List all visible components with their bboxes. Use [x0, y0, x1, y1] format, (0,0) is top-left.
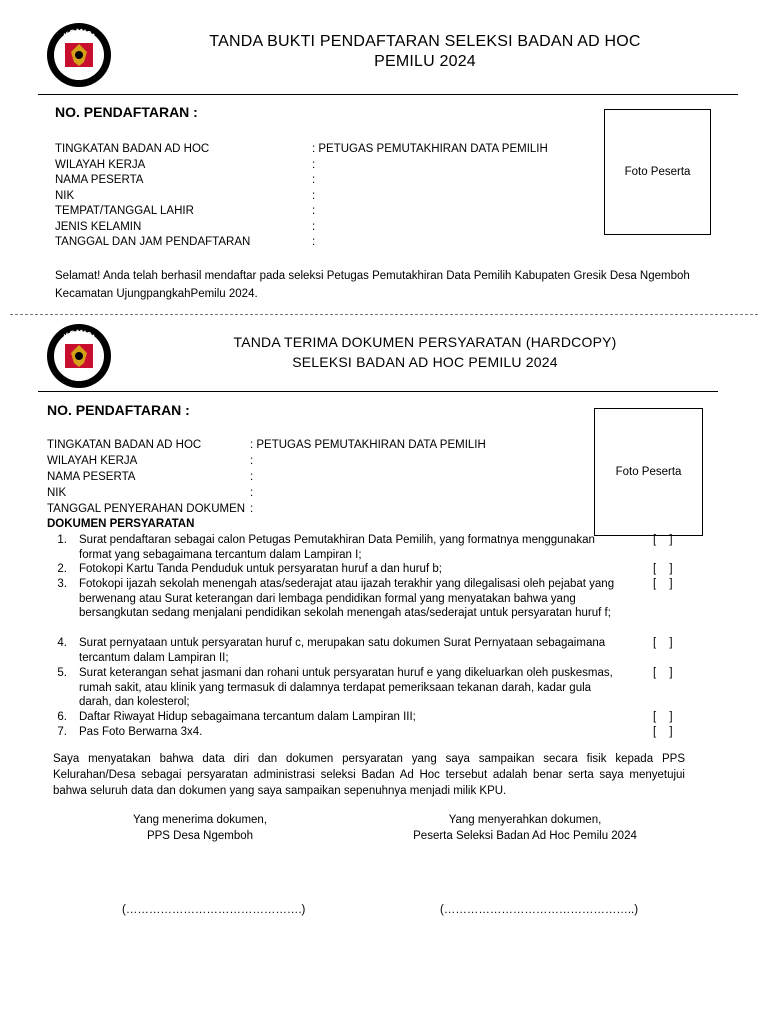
document-list	[45, 533, 725, 743]
item-number: 3.	[57, 578, 67, 590]
field-value: :	[312, 158, 316, 171]
field-row	[55, 189, 595, 205]
field-value: :	[312, 236, 316, 248]
list-item	[45, 710, 725, 725]
svg-text:PEMILIHAN UMUM: PEMILIHAN UMUM	[55, 62, 103, 83]
documents-heading: DOKUMEN PERSYARATAN	[47, 518, 195, 530]
photo-box	[594, 408, 703, 536]
field-value: : PETUGAS PEMUTAKHIRAN DATA PEMILIH	[312, 143, 548, 155]
field-row	[55, 220, 595, 236]
item-number: 5.	[57, 667, 67, 679]
photo-box	[604, 109, 711, 235]
list-item	[45, 577, 725, 635]
field-row	[47, 454, 587, 470]
svg-text:KOMISI: KOMISI	[62, 27, 96, 41]
list-item	[45, 636, 725, 665]
participant-info	[47, 438, 587, 518]
title-line-1: TANDA TERIMA DOKUMEN PERSYARATAN (HARDCOPY)	[233, 334, 617, 350]
svg-text:KOMISI: KOMISI	[62, 328, 96, 342]
item-text: Daftar Riwayat Hidup sebagaimana tercantum dalam Lampiran III;	[79, 711, 416, 723]
checkbox[interactable]: [ ]	[653, 667, 673, 679]
receiver-signature-line: (……………………………………….)	[122, 904, 306, 916]
field-row	[55, 158, 595, 174]
participant-info	[55, 142, 595, 251]
field-label: TANGGAL PENYERAHAN DOKUMEN	[47, 503, 246, 515]
title-line-2: SELEKSI BADAN AD HOC PEMILU 2024	[292, 354, 558, 370]
field-label: NAMA PESERTA	[55, 174, 144, 186]
kpu-logo	[46, 323, 112, 389]
item-number: 4.	[57, 637, 67, 649]
item-text: Fotokopi ijazah sekolah menengah atas/sederajat atau ijazah terakhir yang dilegalisasi oleh pejabat yang berwenang atau Surat keterangan dari lembaga pendidikan formal yang menyatakan bahwa yang bersangkutan sedang menjalani pendidikan sekolah menengah atas/sederajat untuk persyaratan huruf f;	[79, 578, 615, 619]
item-number: 7.	[57, 726, 67, 738]
list-item	[45, 562, 725, 577]
statement-paragraph: Saya menyatakan bahwa data diri dan dokumen persyaratan yang saya sampaikan secara fisik kepada PPS Kelurahan/Desa sebagai persyaratan administrasi seleksi Badan Ad Hoc tersebut adalah benar serta saya menyetujui bahwa seluruh data dan dokumen yang saya sampaikan sepenuhnya menjadi milik KPU.	[53, 753, 685, 797]
field-row	[55, 235, 595, 251]
checkbox[interactable]: [ ]	[653, 711, 673, 723]
item-number: 2.	[57, 563, 67, 575]
receiver-org: PPS Desa Ngemboh	[146, 830, 254, 842]
field-label: WILAYAH KERJA	[47, 455, 138, 467]
field-label: TANGGAL DAN JAM PENDAFTARAN	[55, 236, 251, 248]
item-text: Surat keterangan sehat jasmani dan rohani untuk persyaratan huruf e yang dikeluarkan oleh puskesmas, rumah sakit, atau klinik yang termasuk di dalamnya terdapat pemeriksaan tekanan darah, kadar gula darah, dan kolesterol;	[79, 667, 613, 708]
field-row	[47, 470, 587, 486]
checkbox[interactable]: [ ]	[653, 726, 673, 738]
header-rule	[38, 94, 738, 95]
registration-number-label: NO. PENDAFTARAN :	[55, 104, 198, 120]
congratulations-text	[55, 268, 755, 302]
field-label: TEMPAT/TANGGAL LAHIR	[55, 205, 194, 217]
kpu-logo	[46, 22, 112, 88]
field-label: WILAYAH KERJA	[55, 158, 146, 171]
photo-label: Foto Peserta	[615, 466, 682, 478]
field-label: JENIS KELAMIN	[55, 220, 142, 233]
header-rule	[38, 391, 718, 392]
field-value: :	[312, 205, 316, 217]
checkbox[interactable]: [ ]	[653, 578, 673, 590]
item-text: Surat pernyataan untuk persyaratan huruf c, merupakan satu dokumen Surat Pernyataan sebagaimana tercantum dalam Lampiran II;	[79, 637, 606, 664]
list-item	[45, 666, 725, 710]
field-value: : PETUGAS PEMUTAKHIRAN DATA PEMILIH	[250, 439, 486, 451]
congrats-line-1: Selamat! Anda telah berhasil mendaftar pada seleksi Petugas Pemutakhiran Data Pemilih Kabupaten Gresik Desa Ngemboh	[55, 270, 690, 282]
photo-label: Foto Peserta	[624, 166, 691, 178]
submitter-org: Peserta Seleksi Badan Ad Hoc Pemilu 2024	[413, 830, 637, 842]
field-row	[55, 142, 595, 158]
field-value: :	[250, 487, 254, 499]
checkbox[interactable]: [ ]	[653, 534, 673, 546]
field-label: TINGKATAN BADAN AD HOC	[47, 439, 202, 451]
checkbox[interactable]: [ ]	[653, 637, 673, 649]
field-row	[47, 438, 587, 454]
cut-line	[10, 314, 758, 315]
field-row	[47, 486, 587, 502]
field-value: :	[250, 503, 254, 515]
list-item	[45, 725, 725, 740]
field-value: :	[250, 471, 254, 483]
field-row	[55, 173, 595, 189]
registration-number-label: NO. PENDAFTARAN :	[47, 402, 190, 418]
title-line-1: TANDA BUKTI PENDAFTARAN SELEKSI BADAN AD HOC	[209, 33, 641, 50]
receipt-title	[160, 334, 690, 370]
receiver-title: Yang menerima dokumen,	[132, 814, 268, 826]
field-value: :	[312, 220, 316, 233]
field-value: :	[250, 455, 254, 467]
field-row	[55, 204, 595, 220]
item-text: Fotokopi Kartu Tanda Penduduk untuk persyaratan huruf a dan huruf b;	[79, 563, 442, 575]
field-row	[47, 502, 587, 518]
submitter-signature-line: (…………………………………………..)	[440, 904, 639, 916]
item-text: Surat pendaftaran sebagai calon Petugas Pemutakhiran Data Pemilih, yang formatnya menggunakan format yang sebagaimana tercantum dalam Lampiran I;	[79, 534, 595, 561]
congrats-line-2: Kecamatan UjungpangkahPemilu 2024.	[55, 288, 258, 300]
receiver-block	[90, 812, 310, 844]
item-number: 6.	[57, 711, 67, 723]
field-value: :	[312, 189, 316, 202]
field-label: NIK	[47, 487, 67, 499]
checkbox[interactable]: [ ]	[653, 563, 673, 575]
svg-text:PEMILIHAN UMUM: PEMILIHAN UMUM	[55, 363, 103, 384]
field-label: NAMA PESERTA	[47, 471, 136, 483]
field-label: NIK	[55, 189, 75, 202]
field-label: TINGKATAN BADAN AD HOC	[55, 143, 210, 155]
list-item	[45, 533, 725, 562]
item-number: 1.	[57, 534, 67, 546]
field-value: :	[312, 174, 316, 186]
title-line-2: PEMILU 2024	[374, 53, 476, 70]
document-title	[160, 33, 690, 71]
item-text: Pas Foto Berwarna 3x4.	[79, 726, 203, 738]
submitter-title: Yang menyerahkan dokumen,	[448, 814, 602, 826]
submitter-block	[375, 812, 675, 844]
